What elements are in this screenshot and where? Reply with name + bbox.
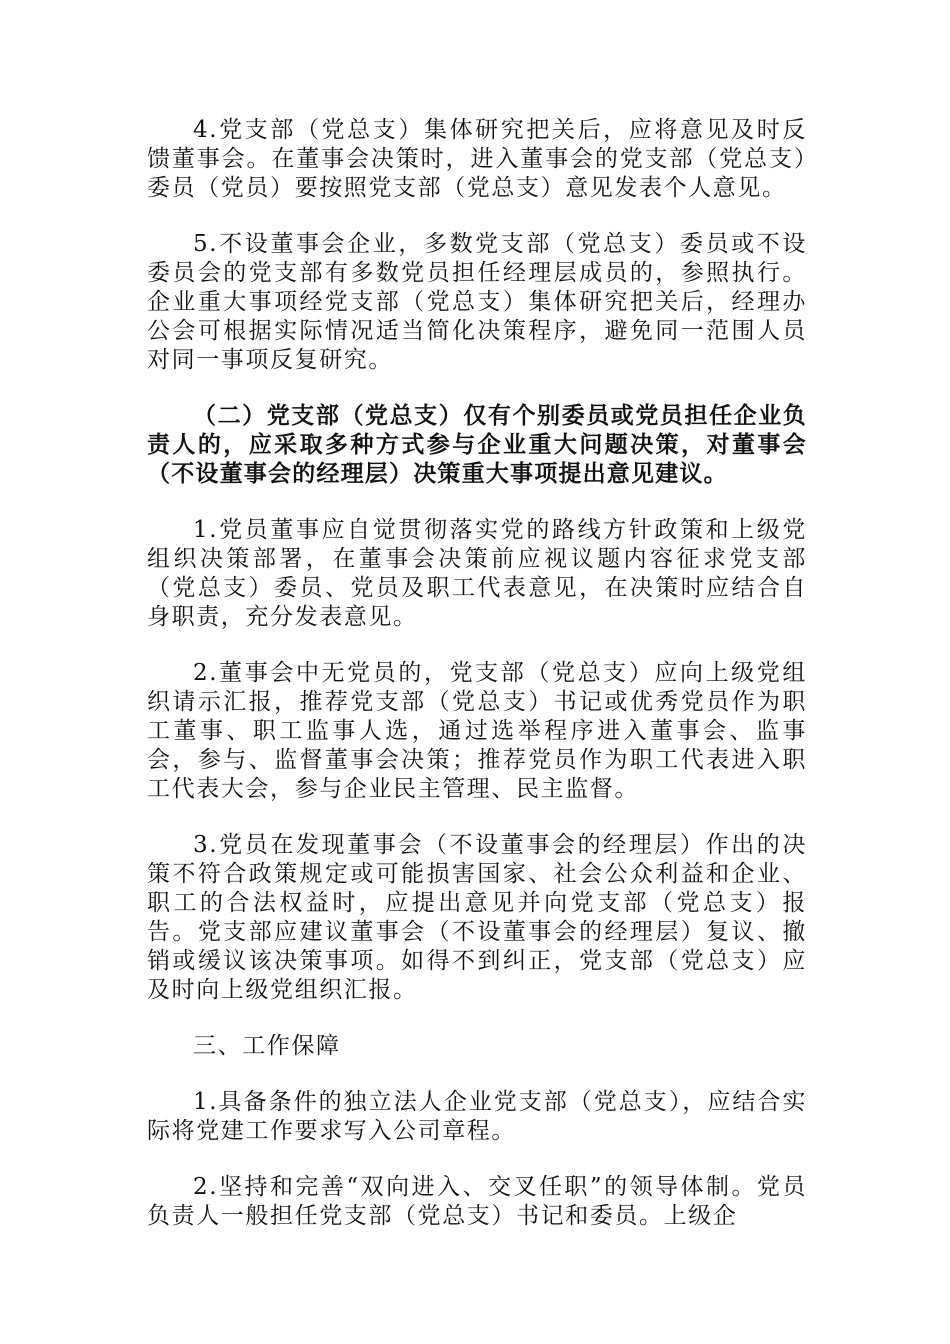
paragraph-item-4: 4.党支部（党总支）集体研究把关后，应将意见及时反馈董事会。在董事会决策时，进入董事会的党支部（党总支）委员（党员）要按照党支部（党总支）意见发表个人意见。 [147,117,807,201]
section-heading-3: 三、工作保障 [193,1033,341,1059]
paragraph-item-3-2: 2.坚持和完善“双向进入、交叉任职”的领导体制。党员负责人一般担任党支部（党总支）书记和委员。上级企 [147,1174,807,1229]
paragraph-item-2-2: 2.董事会中无党员的，党支部（党总支）应向上级党组织请示汇报，推荐党支部（党总支）书记或优秀党员作为职工董事、职工监事人选，通过选举程序进入董事会、监事会，参与、监督董事会决策；推荐党员作为职工代表进入职工代表大会，参与企业民主管理、民主监督。 [147,660,807,802]
document-body [147,116,807,1231]
paragraph-item-5: 5.不设董事会企业，多数党支部（党总支）委员或不设委员会的党支部有多数党员担任经理层成员的，参照执行。企业重大事项经党支部（党总支）集体研究把关后，经理办公会可根据实际情况适当简化决策程序，避免同一范围人员对同一事项反复研究。 [147,231,807,373]
paragraph-item-2-3: 3.党员在发现董事会（不设董事会的经理层）作出的决策不符合政策规定或可能损害国家、社会公众利益和企业、职工的合法权益时，应提出意见并向党支部（党总支）报告。党支部应建议董事会（不设董事会的经理层）复议、撤销或缓议该决策事项。如得不到纠正，党支部（党总支）应及时向上级党组织汇报。 [147,832,807,1003]
paragraph-item-3-1: 1.具备条件的独立法人企业党支部（党总支），应结合实际将党建工作要求写入公司章程。 [147,1089,807,1144]
section-heading-2: （二）党支部（党总支）仅有个别委员或党员担任企业负责人的，应采取多种方式参与企业重大问题决策，对董事会（不设董事会的经理层）决策重大事项提出意见建议。 [147,403,807,487]
paragraph-item-2-1: 1.党员董事应自觉贯彻落实党的路线方针政策和上级党组织决策部署，在董事会决策前应视议题内容征求党支部（党总支）委员、党员及职工代表意见，在决策时应结合自身职责，充分发表意见。 [147,517,807,630]
